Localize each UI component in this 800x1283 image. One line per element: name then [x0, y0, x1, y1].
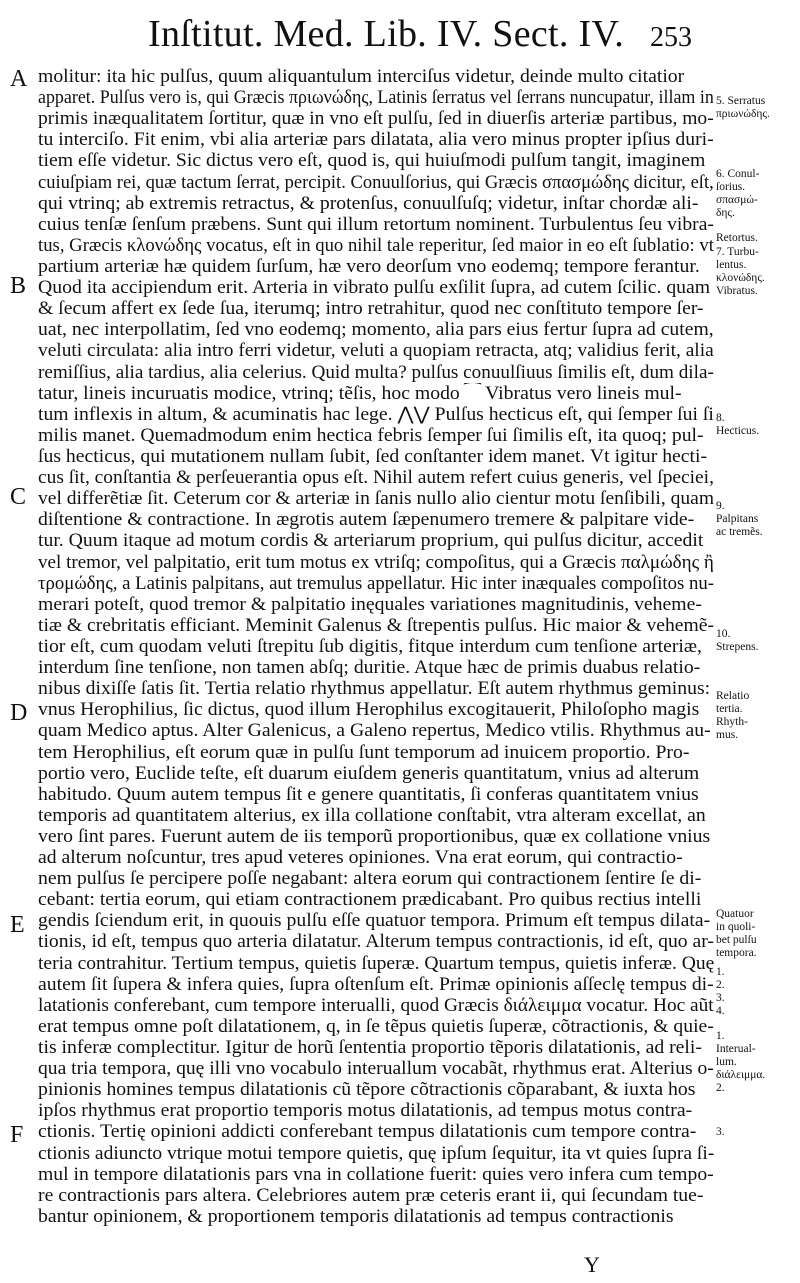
text-line: interdum ſine tenſione, non tamen abſq; duritie. Atque hæc de primis duabus relatio- [38, 657, 701, 679]
margin-note-conuulsorius: 6. Conul- ſorius. σπασμώ- δης. [716, 168, 760, 219]
text-line: tior eſt, cum quodam veluti ſtrepitu ſub digitis, fitque interdum cum tenſione arteriæ, [38, 635, 702, 657]
text-line: partium arteriæ hæ quidem ſurſum, hæ vero deorſum vno eodemq; tempore ferantur. [38, 255, 700, 277]
page-number: 253 [650, 22, 692, 53]
section-letter-a: A [10, 66, 28, 92]
text-line: quam Medico aptus. Alter Galenicus, a Galeno repertus, Medico vtilis. Rhythmus au- [38, 720, 711, 742]
text-line: nem pulſus ſe percipere poſſe negabant: altera eorum qui contractionem ſentire ſe di- [38, 868, 702, 890]
text-line: merari poteſt, quod tremor & palpitatio inęquales variationes magnitudinis, veheme- [38, 593, 702, 615]
text-line: tus, Græcis κλονώδης vocatus, eſt in quo nihil tale reperitur, ſed maior in eo eſt ſublatio: vt [38, 234, 714, 256]
text-line: tiæ & crebritatis efficiant. Meminit Galenus & ſtrepentis pulſus. Hic maior & vehemẽ- [38, 614, 714, 636]
text-line: cus ſit, conſtantia & perſeuerantia opus eſt. Nihil autem refert cuius generis, vel ſpeciei, [38, 467, 714, 489]
margin-note-palpitans: 9. Palpitans ac tremẽs. [716, 500, 763, 538]
text-line: molitur: ita hic pulſus, quum aliquantulum interciſus videtur, deinde multo citatior [38, 66, 685, 87]
text-line: qui vtrinq; ab extremis retractus, & protenſus, conuulſuſq; videtur, inſtar chordæ ali- [38, 192, 699, 214]
margin-note-three: 3. [716, 1126, 725, 1138]
text-line: temporis ad quantitatem alterius, ex illa collatione conſtabit, vtra alteram excellat, an [38, 804, 706, 826]
text-line: vel tremor, vel palpitatio, erit tum motus ex vtriſq; compoſitus, qui a Græcis παλμώδης ἢ [38, 551, 714, 573]
text-line: tionis, id eſt, tempus quo arteria dilatatur. Alterum tempus contractionis, id eſt, quo ar- [38, 931, 714, 953]
text-line: cuius tenſæ ſenſum præbens. Sunt qui illum retortum nominent. Turbulentus ſeu vibra- [38, 213, 714, 235]
text-line: ctionis adiuncto vtrique motui tempore quietis, quę ipſum ſequitur, ita vt quies ſupra ſi- [38, 1142, 714, 1164]
text-line: vero ſint pares. Fuerunt autem de iis temporũ proportionibus, quæ ex collatione vnius [38, 825, 711, 847]
text-line: tum inflexis in altum, & acuminatis hac lege. ⋀⋁ Pulſus hecticus eſt, qui ſemper ſui ſi [38, 403, 714, 425]
text-line: primis inæqualitatem ſortitur, quæ in vno eſt pulſu, ſed in diuerſis arteriæ partibus, mo- [38, 108, 714, 130]
text-line: uat, nec interpollatim, ſed vno eodemq; momento, alia pars eius fertur ſupra ad cutem, [38, 319, 714, 341]
text-line: teria contrahitur. Tertium tempus, quietis ſuperæ. Quartum tempus, quietis inferæ. Quę [38, 952, 715, 974]
margin-note-numbers: 1. 2. 3. 4. [716, 966, 725, 1017]
text-line: tur. Quum itaque ad motum cordis & arteriarum proprium, qui pulſus dicitur, accedit [38, 530, 704, 552]
text-line: tu interciſo. Fit enim, vbi alia arteriæ pars dilatata, alia vero minus propter ipſius duri- [38, 129, 714, 151]
section-letter-f: F [10, 1122, 24, 1148]
text-line: erat tempus omne poſt dilatationem, q, in ſe tẽpus quietis ſuperæ, cõtractionis, & quie- [38, 1015, 714, 1037]
margin-note-strepens: 10. Strepens. [716, 628, 759, 653]
margin-note-interuallum: 1. Interual- lum. διάλειμμα. 2. [716, 1030, 766, 1094]
text-line: tem Herophilius, eſt eorum quæ in pulſu ſunt temporum ad inuicem proportio. Pro- [38, 741, 690, 763]
section-letter-d: D [10, 700, 28, 726]
text-line: remiſſius, alia tardius, alia celerius. Quid multa? pulſus conuulſiuus ſimilis eſt, dum dila- [38, 361, 714, 383]
text-line: nibus dixiſſe ſatis ſit. Tertia relatio rhythmus appellatur. Eſt autem rhythmus geminus: [38, 678, 711, 700]
text-line: cebant: tertia eorum, qui etiam contractionem prædicabant. Pro quibus rectius intelli [38, 889, 702, 911]
text-line: tis inferæ complectitur. Igitur de horũ ſententia proportio tẽporis dilatationis, ad reli- [38, 1037, 702, 1059]
text-line: & ſecum affert ex ſede ſua, iterumq; intro retrahitur, quod nec conſtituto tempore ſer- [38, 298, 704, 320]
margin-note-hecticus: 8. Hecticus. [716, 412, 760, 437]
text-line: pinionis homines tempus dilatationis cũ tẽpore cõtractionis cõparabant, & iuxta hos [38, 1079, 696, 1101]
text-line: re contractionis pars altera. Celebriores autem præ ceteris erant ii, qui ſecundam tue- [38, 1184, 704, 1206]
text-line: milis manet. Quemadmodum enim hectica febris ſemper ſui ſimilis eſt, ita quoq; pul- [38, 424, 704, 446]
text-line: ctionis. Tertię opinioni addicti conferebant tempus dilatationis cum tempore contra- [38, 1121, 697, 1143]
text-line: tatur, lineis incuruatis modice, vtrinq; tẽſis, hoc modo ⁀ Vibratus vero lineis mul- [38, 382, 682, 404]
margin-note-retortus: Retortus. [716, 232, 758, 244]
text-line: veluti circulata: alia intro ferri videtur, veluti a quopiam retracta, atq; validius ferit, alia [38, 340, 714, 362]
text-line: τρομώδης, a Latinis palpitans, aut tremulus appellatur. Hic inter inæquales compoſitos nu- [38, 572, 714, 594]
text-line: tiem eſſe videtur. Sic dictus vero eſt, quod is, qui huiuſmodi pulſum tangit, imaginem [38, 150, 706, 172]
text-line: vel differẽtiæ ſit. Ceterum cor & arteriæ in ſanis nullo alio cientur motu ſenſibili, quam [38, 488, 715, 510]
running-title: Inſtitut. Med. Lib. IV. Sect. IV. [148, 13, 625, 55]
text-line: ad alterum noſcuntur, tres apud veteres opiniones. Vna erat eorum, qui contractio- [38, 847, 683, 869]
section-letter-b: B [10, 273, 27, 299]
text-line: ipſos rhythmus erat proportio temporis motus dilatationis, ad tempus motus contra- [38, 1100, 693, 1122]
text-line: latationis conferebant, cum tempore interualli, quod Græcis διάλειμμα vocatur. Hoc aũt [38, 994, 714, 1016]
signature-mark: Y [584, 1252, 600, 1277]
text-line: gendis ſciendum erit, in quouis pulſu eſſe quatuor tempora. Primum eſt tempus dilata- [38, 910, 711, 932]
margin-note-quatuor-tempora: Quatuor in quoli- bet pulſu tempora. [716, 908, 757, 959]
text-line: cuiuſpiam rei, quæ tactum ſerrat, percipit. Conuulſorius, qui Græcis σπασμώδης dicitur, eſt, [38, 171, 714, 193]
text-line: habitudo. Quum autem tempus ſit e genere quantitatis, ſi conferas quantitatem vnius [38, 783, 699, 805]
section-letter-e: E [10, 912, 25, 938]
running-header [0, 8, 800, 66]
text-line: apparet. Pulſus vero is, qui Græcis πριωνώδης, Latinis ſerratus vel ſerrans nuncupatur, illam in [38, 87, 714, 109]
main-text [38, 66, 714, 1227]
text-line: portio vero, Euclide teſte, eſt duarum eiuſdem generis quantitatum, vnius ad alterum [38, 762, 700, 784]
text-line: ſus hecticus, qui mutationem nullam ſubit, ſed conſtanter idem manet. Vt igitur hecti- [38, 445, 708, 467]
text-line: vnus Herophilius, ſic dictus, quod illum Herophilus excogitauerit, Philoſopho magis [38, 699, 700, 721]
text-line: qua tria tempora, quę illi vno vocabulo interuallum vocabãt, rhythmus erat. Alterius o- [38, 1058, 714, 1080]
text-line: Quod ita accipiendum erit. Arteria in vibrato pulſu exſilit ſupra, ad cutem ſcilic. quam [38, 277, 711, 299]
margin-note-turbulentus: 7. Turbu- lentus. κλονώδης. Vibratus. [716, 246, 765, 297]
margin-note-rhythmus: Relatio tertia. Rhyth- mus. [716, 690, 750, 741]
text-line: bantur opinionem, & proportionem temporis dilatationis ad tempus contractionis [38, 1205, 674, 1227]
text-line: mul in tempore dilatationis pars vna in collatione fuerit: quies vero infera cum tempo- [38, 1163, 714, 1185]
margin-note-serratus: 5. Serratus πριωνώδης. [716, 95, 770, 120]
section-letter-c: C [10, 484, 27, 510]
text-line: autem ſit ſupera & infera quies, ſupra oſtenſum eſt. Primæ opinionis aſſeclę tempus di- [38, 973, 714, 995]
text-line: diſtentione & contractione. In ægrotis autem ſæpenumero tremere & palpitare vide- [38, 509, 695, 531]
